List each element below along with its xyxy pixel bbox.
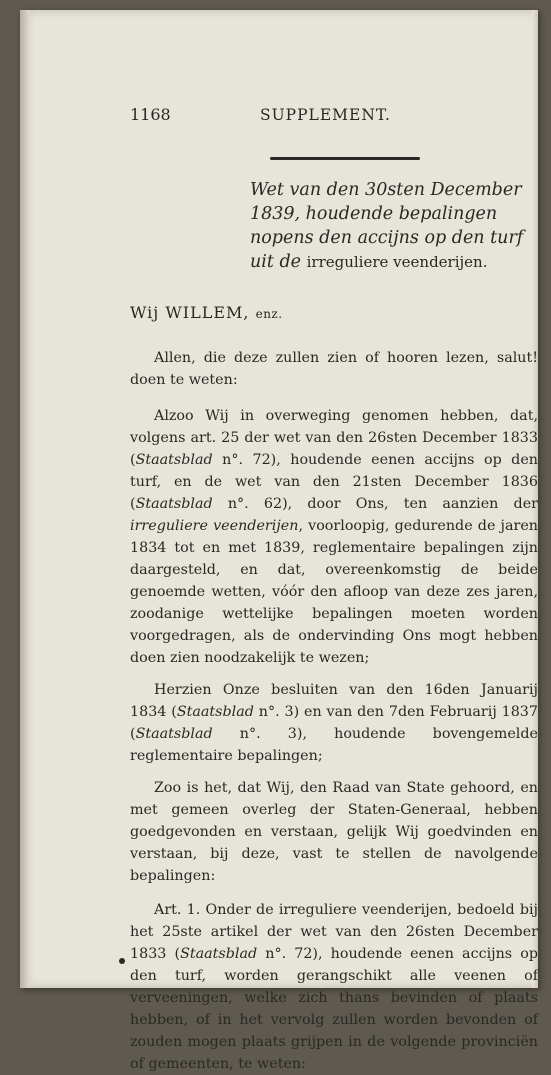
law-heading-roman: irreguliere veenderijen. [306,253,488,271]
book-page [20,10,539,1072]
paragraph-zoo-is-het: Zoo is het, dat Wij, den Raad van State gehoord, en met gemeen overleg der Staten-Generaal, hebben goedgevonden en verstaan, gelijk Wij goedvinden en verstaan, bij deze, vast te stellen de navolgende bepalingen: [130,780,538,884]
running-title: SUPPLEMENT. [260,106,391,124]
paragraph-alzoo: Alzoo Wij in overweging genomen hebben, dat, volgens art. 25 der wet van den 26sten December 1833 (Staatsblad n°. 72), houdende eenen accijns op den turf, en de wet van den 21sten December 1836 (Staatsblad n°. 62), door Ons, ten aanzien der irreguliere veenderijen, voorloopig, gedurende de jaren 1834 tot en met 1839, reglementaire bepalingen zijn daargesteld, en dat, overeenkomstig de beide genoemde wetten, vóór den afloop van deze zes jaren, zoodanige wettelijke bepalingen moeten worden voorgedragen, als de ondervinding Ons mogt hebben doen zien noodzakelijk te wezen; [130,408,539,666]
running-header [130,100,538,130]
paragraph-salut: Allen, die deze zullen zien of hooren lezen, salut! doen te weten: [130,350,538,388]
opening-formula [130,302,538,325]
page-content [130,100,538,1075]
opening-enz: enz. [255,307,283,321]
opening-wij: Wij WILLEM, [130,303,250,322]
page-number: 1168 [130,105,171,124]
law-heading-italic: Wet van den 30sten December 1839, houdende bepalingen nopens den accijns op den turf uit de [250,180,524,272]
ink-spot [119,958,125,964]
page-spine-shadow [20,10,30,988]
law-heading [250,178,538,274]
paragraph-art-1: Art. 1. Onder de irreguliere veenderijen, bedoeld bij het 25ste artikel der wet van den 26sten December 1833 (Staatsblad n°. 72), houdende eenen accijns op den turf, worden gerangschikt alle veenen of verveeningen, welke zich thans bevinden of plaats hebben, of in het vervolg zullen worden bevonden of zouden mogen plaats grijpen in de volgende provinciën of gemeenten, te weten: [130,902,538,1072]
paragraph-herzien: Herzien Onze besluiten van den 16den Januarij 1834 (Staatsblad n°. 3) en van den 7den Februarij 1837 (Staatsblad n°. 3), houdende bovengemelde reglementaire bepalingen; [130,682,538,764]
